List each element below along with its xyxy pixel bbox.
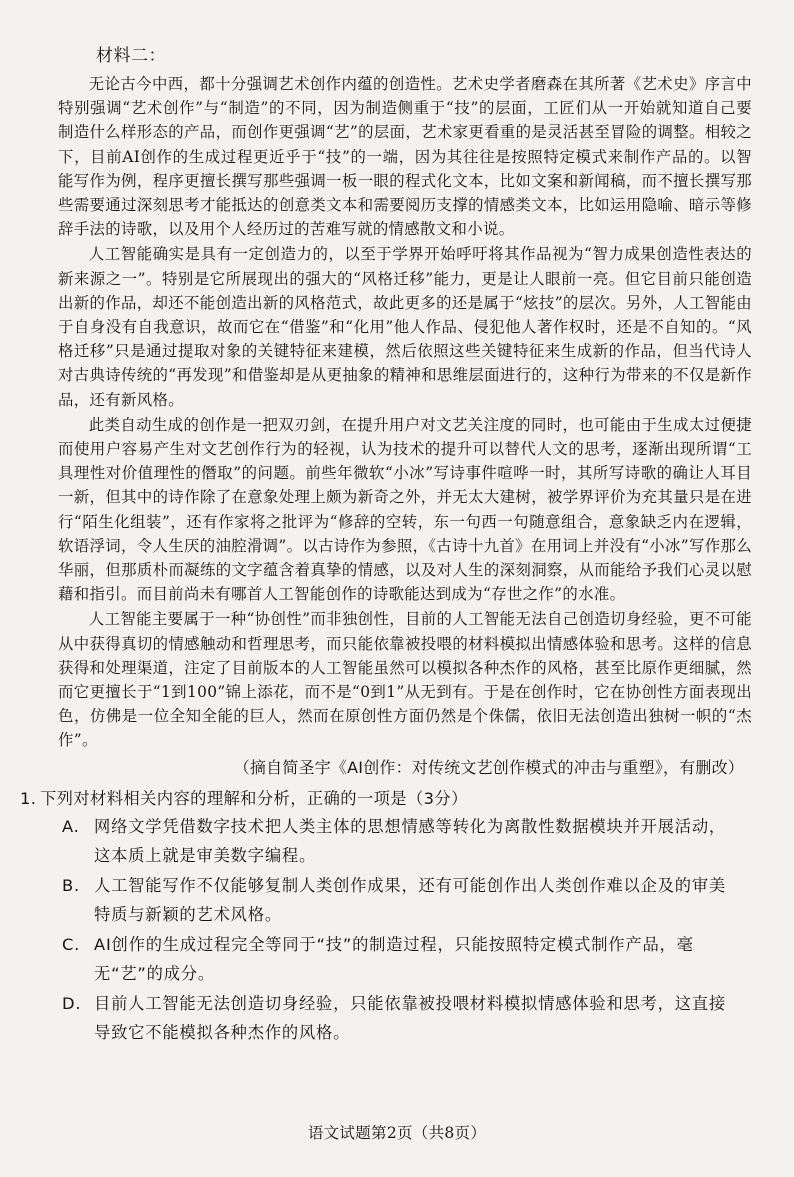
source-citation: （摘自简圣宇《AI创作：对传统文艺创作模式的冲击与重塑》，有删改） bbox=[233, 757, 744, 777]
option-text: 网络文学凭借数字技术把人类主体的思想情感等转化为离散性数据模块并开展活动，这本质上就是审美数字编程。 bbox=[94, 816, 727, 866]
material-heading: 材料二： bbox=[96, 46, 166, 66]
option-letter: C. bbox=[62, 934, 81, 954]
option-d bbox=[20, 989, 752, 1048]
question-stem bbox=[20, 785, 752, 812]
option-text: 目前人工智能无法创造切身经验，只能依靠被投喂材料模拟情感体验和思考，这直接导致它不能模拟各种杰作的风格。 bbox=[94, 993, 727, 1043]
option-letter: D. bbox=[62, 993, 82, 1013]
option-text: AI创作的生成过程完全等同于“技”的制造过程，只能按照特定模式制作产品，毫无“艺”的成分。 bbox=[94, 934, 694, 984]
paragraph-1: 无论古今中西，都十分强调艺术创作内蕴的创造性。艺术史学者磨森在其所著《艺术史》序言中特别强调“艺术创作”与“制造”的不同，因为制造侧重于“技”的层面，工匠们从一开始就知道自己要制造什么样形态的产品，而创作更强调“艺”的层面，艺术家更看重的是灵活甚至冒险的调整。相较之下，目前AI创作的生成过程更近乎于“技”的一端，因为其往往是按照特定模式来制作产品的。以智能写作为例，程序更擅长撰写那些强调一板一眼的程式化文本，比如文案和新闻稿，而不擅长撰写那些需要通过深刻思考才能抵达的创意类文本和需要阅历支撑的情感类文本，比如运用隐喻、暗示等修辞手法的诗歌，以及用个人经历过的苦难写就的情感散文和小说。 bbox=[58, 75, 752, 239]
option-letter: A. bbox=[62, 816, 80, 836]
option-a bbox=[20, 812, 752, 871]
question-text: 下列对材料相关内容的理解和分析，正确的一项是（3分） bbox=[40, 788, 468, 808]
option-c bbox=[20, 930, 752, 989]
paragraph-3: 此类自动生成的创作是一把双刃剑，在提升用户对文艺关注度的同时，也可能由于生成太过便捷而使用户容易产生对文艺创作行为的轻视，认为技术的提升可以替代人文的思考，逐渐出现所谓“工具理性对价值理性的僭取”的问题。前些年微软“小冰”写诗事件喧哗一时，其所写诗歌的确让人耳目一新，但其中的诗作除了在意象处理上颇为新奇之外，并无太大建树，被学界评价为充其量只是在进行“陌生化组装”，还有作家将之批评为“修辞的空转，东一句西一句随意组合，意象缺乏内在逻辑，软语浮词，令人生厌的油腔滑调”。以古诗作为参照，《古诗十九首》在用词上并没有“小冰”写作那么华丽，但那质朴而凝练的文字蕴含着真挚的情感，以及对人生的深刻洞察，从而能给予我们心灵以慰藉和指引。而目前尚未有哪首人工智能创作的诗歌能达到成为“存世之作”的水准。 bbox=[58, 415, 752, 604]
question-1 bbox=[20, 785, 752, 1048]
option-letter: B. bbox=[62, 875, 80, 895]
question-number: 1. bbox=[20, 788, 37, 808]
paragraph-2: 人工智能确实是具有一定创造力的，以至于学界开始呼吁将其作品视为“智力成果创造性表达的新来源之一”。特别是它所展现出的强大的“风格迁移”能力，更是让人眼前一亮。但它目前只能创造出新的作品，却还不能创造出新的风格范式，故此更多的还是属于“炫技”的层次。另外，人工智能由于自身没有自我意识，故而它在“借鉴”和“化用”他人作品、侵犯他人著作权时，还是不自知的。“风格迁移”只是通过提取对象的关键特征来建模，然后依照这些关键特征来生成新的作品，但当代诗人对古典诗传统的“再发现”和借鉴却是从更抽象的精神和思维层面进行的，这种行为带来的不仅是新作品，还有新风格。 bbox=[58, 245, 752, 409]
paragraph-4: 人工智能主要属于一种“协创性”而非独创性，目前的人工智能无法自己创造切身经验，更不可能从中获得真切的情感触动和哲理思考，而只能依靠被投喂的材料模拟出情感体验和思考。这样的信息获得和处理渠道，注定了目前版本的人工智能虽然可以模拟各种杰作的风格，甚至比原作更细腻，然而它更擅长于“1到100”锦上添花，而不是“0到1”从无到有。于是在创作时，它在协创性方面表现出色，仿佛是一位全知全能的巨人，然而在原创性方面仍然是个侏儒，依旧无法创造出独树一帜的“杰作”。 bbox=[58, 610, 752, 750]
page-footer: 语文试题第2页（共8页） bbox=[307, 1124, 487, 1142]
option-text: 人工智能写作不仅能够复制人类创作成果，还有可能创作出人类创作难以企及的审美特质与新颖的艺术风格。 bbox=[94, 875, 727, 925]
option-b bbox=[20, 871, 752, 930]
